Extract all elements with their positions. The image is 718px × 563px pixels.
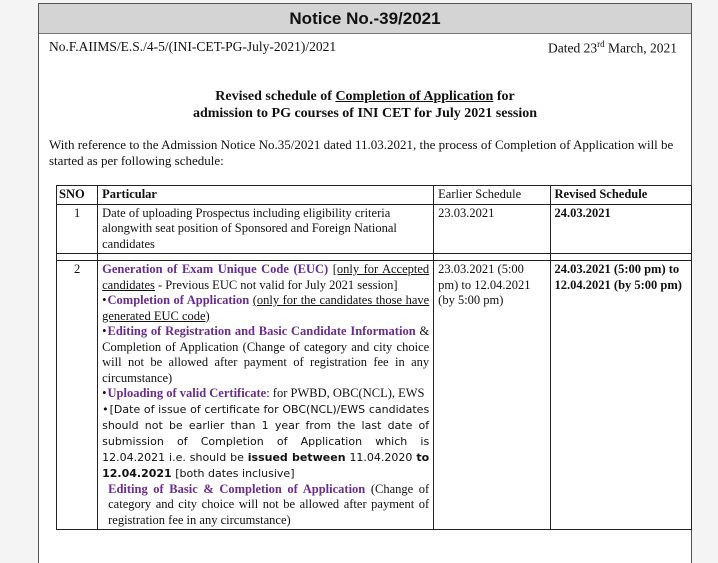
certificate-rest: : for PWBD, OBC(NCL), EWS: [266, 386, 425, 400]
intro-paragraph: With reference to the Admission Notice No.35/2021 dated 11.03.2021, the process of Completion of Application will be started as per following schedule:: [49, 137, 674, 168]
header-earlier: Earlier Schedule: [434, 186, 550, 205]
row2-particular: [98, 261, 434, 530]
certificate-date-b: 11.04.2020: [345, 450, 417, 464]
euc-note: [only for Accepted candidates: [102, 262, 430, 292]
header-revised: Revised Schedule: [550, 186, 691, 205]
completion-note: (only for the candidates those have generated EUC code): [102, 293, 430, 323]
euc-rest: - Previous EUC not valid for July 2021 session]: [154, 277, 398, 292]
table-row: [57, 204, 692, 254]
editing-rest: & Completion of Application (Change of category and city choice will not be allowed after payment of registration fee in any circumstance): [102, 324, 430, 385]
certificate-date-a: [Date of issue of certificate for OBC(NCL)/EWS candidates should not be earlier than 1 year from the last date of submission of Completion of Application which is 12.04.2021 i.e. should be: [102, 402, 430, 464]
certificate-date-end: 12.04.2021: [102, 466, 172, 480]
row1-sno: 1: [57, 204, 98, 254]
editing-completion-item: [102, 482, 429, 529]
euc-title: Generation of Exam Unique Code (EUC): [102, 262, 329, 276]
certificate-date-c: [both dates inclusive]: [171, 466, 295, 480]
schedule-table: [56, 185, 692, 530]
row1-particular: Date of uploading Prospectus including eligibility criteria alongwith seat position of Sponsored and Foreign National candidates: [98, 204, 434, 254]
document-heading: [39, 88, 691, 122]
certificate-date-bold: issued between: [247, 450, 346, 464]
notice-date: [548, 39, 677, 57]
editing-title: Editing of Registration and Basic Candidate Information: [107, 324, 416, 338]
row1-revised: 24.03.2021: [550, 204, 691, 254]
heading-text-b: for: [493, 89, 515, 104]
heading-text-a: Revised schedule of: [215, 89, 336, 104]
certificate-title: Uploading of valid Certificate: [107, 386, 267, 400]
completion-title: Completion of Application: [107, 293, 250, 307]
header-particular: Particular: [98, 186, 434, 205]
certificate-date-to: to: [416, 450, 430, 464]
date-sup: rd: [597, 39, 605, 49]
notice-document: [38, 3, 692, 563]
table-header-row: [57, 186, 692, 205]
row2-sno: 2: [57, 261, 98, 530]
editing-completion-rest: (Change of category and city choice will not be allowed after payment of registration fee in any circumstance): [108, 481, 430, 527]
date-suffix: March, 2021: [604, 40, 677, 56]
row1-earlier: 23.03.2021: [434, 204, 550, 254]
bullet-completion: [102, 293, 429, 324]
heading-underlined: Completion of Application: [335, 89, 494, 104]
row2-earlier: 23.03.2021 (5:00 pm) to 12.04.2021 (by 5:00 pm): [434, 261, 550, 530]
notice-title: Notice No.-39/2021: [39, 4, 691, 34]
editing-completion-title: Editing of Basic & Completion of Application: [108, 481, 366, 496]
euc-item: [102, 262, 429, 293]
bullet-certificate-date: [102, 402, 429, 482]
heading-line-2: admission to PG courses of INI CET for July 2021 session: [192, 106, 538, 121]
date-prefix: Dated 23: [548, 40, 598, 56]
bullet-editing: [102, 324, 429, 386]
row2-revised: 24.03.2021 (5:00 pm) to 12.04.2021 (by 5:00 pm): [550, 261, 691, 530]
table-spacer: [57, 254, 692, 261]
table-row: [57, 261, 692, 530]
reference-number: No.F.AIIMS/E.S./4-5/(INI-CET-PG-July-2021)/2021: [49, 39, 337, 54]
bullet-certificate: [102, 386, 429, 402]
header-sno: SNO: [57, 186, 98, 205]
heading-line-1: [39, 88, 691, 105]
